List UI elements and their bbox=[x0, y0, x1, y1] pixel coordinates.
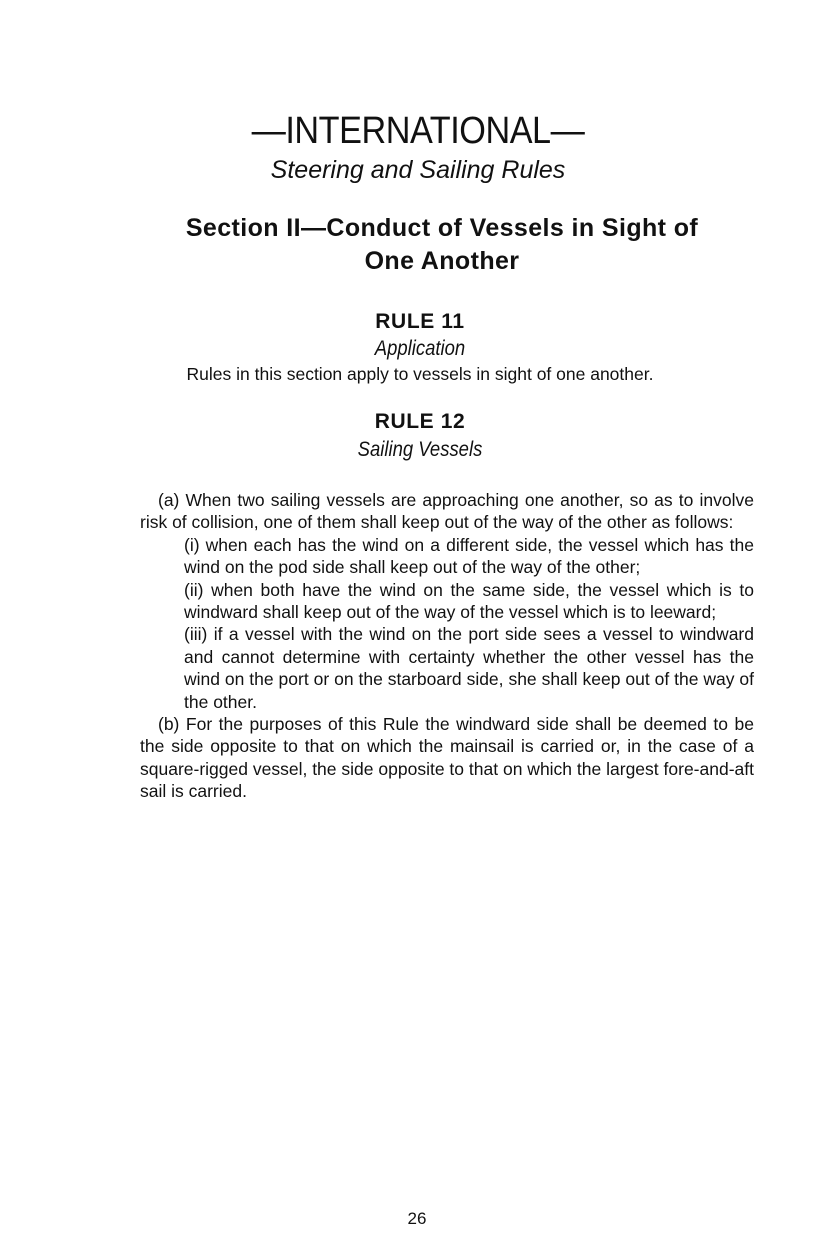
section-heading-line-2: One Another bbox=[364, 247, 520, 275]
rule-12-paragraph-a: (a) When two sailing vessels are approaching one another, so as to involve risk of collision, one of them shall keep out of the way of the other as follows: bbox=[140, 490, 754, 533]
page-title: —INTERNATIONAL— bbox=[251, 110, 585, 152]
rule-12-clause-iii: (iii) if a vessel with the wind on the port side sees a vessel to windward and cannot determine with certainty whether the other vessel has the wind on the port or on the starboard side, she shall keep out of the way of the other. bbox=[184, 624, 754, 712]
page-subtitle: Steering and Sailing Rules bbox=[270, 156, 566, 184]
rule-12-body bbox=[140, 489, 754, 803]
rule-12-clause-i: (i) when each has the wind on a different side, the vessel which has the wind on the pod side shall keep out of the way of the other; bbox=[184, 534, 754, 578]
rule-11-text: Rules in this section apply to vessels in sight of one another. bbox=[186, 364, 654, 384]
rule-11-title: RULE 11 bbox=[375, 310, 465, 333]
rule-12-title: RULE 12 bbox=[374, 410, 466, 433]
rule-11-subtitle: Application bbox=[374, 337, 466, 360]
section-heading bbox=[120, 212, 764, 278]
page-number: 26 bbox=[407, 1209, 427, 1228]
rule-12-clause-ii: (ii) when both have the wind on the same side, the vessel which is to windward shall keep out of the way of the vessel which is to leeward; bbox=[184, 579, 754, 623]
section-heading-line-1: Section II—Conduct of Vessels in Sight of bbox=[185, 214, 699, 242]
rule-12-subtitle: Sailing Vessels bbox=[357, 438, 483, 461]
rule-12-paragraph-b: (b) For the purposes of this Rule the windward side shall be deemed to be the side opposite to that on which the mainsail is carried or, in the case of a square-rigged vessel, the side opposite to that on which the largest fore-and-aft sail is carried. bbox=[140, 714, 754, 802]
